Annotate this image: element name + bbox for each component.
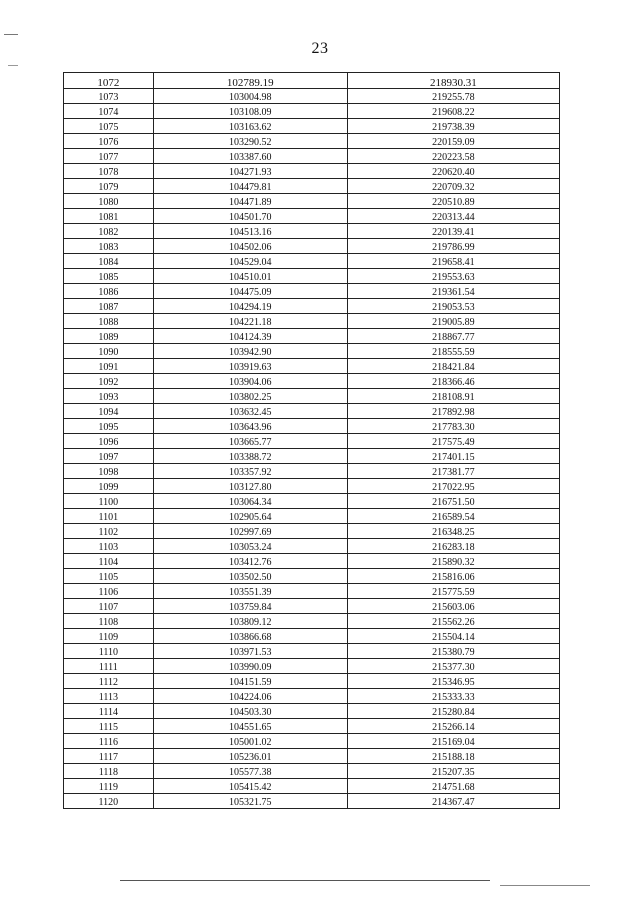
point-number-cell: 1093 xyxy=(64,389,154,404)
y-coordinate-cell: 220139.41 xyxy=(347,224,559,239)
x-coordinate-cell: 104551.65 xyxy=(153,719,347,734)
x-coordinate-cell: 103904.06 xyxy=(153,374,347,389)
y-coordinate-cell: 220159.09 xyxy=(347,134,559,149)
x-coordinate-cell: 105415.42 xyxy=(153,779,347,794)
point-number-cell: 1095 xyxy=(64,419,154,434)
x-coordinate-cell: 103127.80 xyxy=(153,479,347,494)
point-number-cell: 1103 xyxy=(64,539,154,554)
point-number-cell: 1108 xyxy=(64,614,154,629)
x-coordinate-cell: 103387.60 xyxy=(153,149,347,164)
table-row xyxy=(64,629,560,644)
point-number-cell: 1085 xyxy=(64,269,154,284)
point-number-cell: 1096 xyxy=(64,434,154,449)
table-row xyxy=(64,269,560,284)
x-coordinate-cell: 104271.93 xyxy=(153,164,347,179)
y-coordinate-cell: 216751.50 xyxy=(347,494,559,509)
point-number-cell: 1077 xyxy=(64,149,154,164)
y-coordinate-cell: 215280.84 xyxy=(347,704,559,719)
x-coordinate-cell: 104501.70 xyxy=(153,209,347,224)
point-number-cell: 1104 xyxy=(64,554,154,569)
x-coordinate-cell: 104513.16 xyxy=(153,224,347,239)
table-row xyxy=(64,554,560,569)
x-coordinate-cell: 103802.25 xyxy=(153,389,347,404)
y-coordinate-cell: 218421.84 xyxy=(347,359,559,374)
x-coordinate-cell: 103004.98 xyxy=(153,89,347,104)
x-coordinate-cell: 103643.96 xyxy=(153,419,347,434)
x-coordinate-cell: 103053.24 xyxy=(153,539,347,554)
table-row xyxy=(64,674,560,689)
table-row xyxy=(64,344,560,359)
table-row xyxy=(64,734,560,749)
y-coordinate-cell: 220620.40 xyxy=(347,164,559,179)
point-number-cell: 1112 xyxy=(64,674,154,689)
y-coordinate-cell: 219361.54 xyxy=(347,284,559,299)
table-row xyxy=(64,329,560,344)
table-row xyxy=(64,134,560,149)
y-coordinate-cell: 217783.30 xyxy=(347,419,559,434)
y-coordinate-cell: 215266.14 xyxy=(347,719,559,734)
y-coordinate-cell: 215207.35 xyxy=(347,764,559,779)
table-row xyxy=(64,449,560,464)
y-coordinate-cell: 215377.30 xyxy=(347,659,559,674)
point-number-cell: 1120 xyxy=(64,794,154,809)
x-coordinate-cell: 103108.09 xyxy=(153,104,347,119)
point-number-cell: 1083 xyxy=(64,239,154,254)
table-row xyxy=(64,164,560,179)
y-coordinate-cell: 219738.39 xyxy=(347,119,559,134)
y-coordinate-cell: 214367.47 xyxy=(347,794,559,809)
table-row xyxy=(64,689,560,704)
y-coordinate-cell: 216348.25 xyxy=(347,524,559,539)
table-row xyxy=(64,509,560,524)
y-coordinate-cell: 219608.22 xyxy=(347,104,559,119)
table-row xyxy=(64,479,560,494)
x-coordinate-cell: 105001.02 xyxy=(153,734,347,749)
x-coordinate-cell: 103290.52 xyxy=(153,134,347,149)
y-coordinate-cell: 217575.49 xyxy=(347,434,559,449)
y-coordinate-cell: 219053.53 xyxy=(347,299,559,314)
y-coordinate-cell: 215603.06 xyxy=(347,599,559,614)
x-coordinate-cell: 102997.69 xyxy=(153,524,347,539)
x-coordinate-cell: 104502.06 xyxy=(153,239,347,254)
table-row xyxy=(64,569,560,584)
y-coordinate-cell: 215775.59 xyxy=(347,584,559,599)
y-coordinate-cell: 217022.95 xyxy=(347,479,559,494)
table-row xyxy=(64,404,560,419)
y-coordinate-cell: 218366.46 xyxy=(347,374,559,389)
x-coordinate-cell: 103665.77 xyxy=(153,434,347,449)
x-coordinate-cell: 104503.30 xyxy=(153,704,347,719)
x-coordinate-cell: 105236.01 xyxy=(153,749,347,764)
point-number-cell: 1111 xyxy=(64,659,154,674)
y-coordinate-cell: 219553.63 xyxy=(347,269,559,284)
table-row xyxy=(64,104,560,119)
y-coordinate-cell: 215816.06 xyxy=(347,569,559,584)
y-coordinate-cell: 215169.04 xyxy=(347,734,559,749)
y-coordinate-cell: 215504.14 xyxy=(347,629,559,644)
x-coordinate-cell: 103809.12 xyxy=(153,614,347,629)
y-coordinate-cell: 215890.32 xyxy=(347,554,559,569)
point-number-cell: 1080 xyxy=(64,194,154,209)
y-coordinate-cell: 215333.33 xyxy=(347,689,559,704)
x-coordinate-cell: 103388.72 xyxy=(153,449,347,464)
table-row xyxy=(64,584,560,599)
y-coordinate-cell: 215562.26 xyxy=(347,614,559,629)
table-row xyxy=(64,764,560,779)
point-number-cell: 1098 xyxy=(64,464,154,479)
point-number-cell: 1079 xyxy=(64,179,154,194)
table-row xyxy=(64,284,560,299)
y-coordinate-cell: 219786.99 xyxy=(347,239,559,254)
point-number-cell: 1088 xyxy=(64,314,154,329)
x-coordinate-cell: 103502.50 xyxy=(153,569,347,584)
table-row xyxy=(64,209,560,224)
x-coordinate-cell: 103971.53 xyxy=(153,644,347,659)
coordinates-table xyxy=(63,72,560,809)
point-number-cell: 1089 xyxy=(64,329,154,344)
y-coordinate-cell: 215188.18 xyxy=(347,749,559,764)
table-body xyxy=(64,73,560,809)
y-coordinate-cell: 215380.79 xyxy=(347,644,559,659)
point-number-cell: 1115 xyxy=(64,719,154,734)
x-coordinate-cell: 104224.06 xyxy=(153,689,347,704)
table-row xyxy=(64,779,560,794)
point-number-cell: 1109 xyxy=(64,629,154,644)
page-number: 23 xyxy=(311,40,329,57)
point-number-cell: 1094 xyxy=(64,404,154,419)
table-row xyxy=(64,494,560,509)
table-row xyxy=(64,299,560,314)
point-number-cell: 1117 xyxy=(64,749,154,764)
point-number-cell: 1118 xyxy=(64,764,154,779)
table-row xyxy=(64,179,560,194)
point-number-cell: 1072 xyxy=(64,73,154,89)
y-coordinate-cell: 220709.32 xyxy=(347,179,559,194)
table-row xyxy=(64,89,560,104)
table-row xyxy=(64,539,560,554)
point-number-cell: 1075 xyxy=(64,119,154,134)
table-row xyxy=(64,119,560,134)
point-number-cell: 1105 xyxy=(64,569,154,584)
table-row xyxy=(64,524,560,539)
x-coordinate-cell: 104479.81 xyxy=(153,179,347,194)
x-coordinate-cell: 103866.68 xyxy=(153,629,347,644)
point-number-cell: 1102 xyxy=(64,524,154,539)
x-coordinate-cell: 105577.38 xyxy=(153,764,347,779)
table-row xyxy=(64,599,560,614)
point-number-cell: 1097 xyxy=(64,449,154,464)
point-number-cell: 1090 xyxy=(64,344,154,359)
point-number-cell: 1082 xyxy=(64,224,154,239)
x-coordinate-cell: 103551.39 xyxy=(153,584,347,599)
point-number-cell: 1106 xyxy=(64,584,154,599)
table-row xyxy=(64,644,560,659)
x-coordinate-cell: 103632.45 xyxy=(153,404,347,419)
table-row xyxy=(64,389,560,404)
x-coordinate-cell: 104294.19 xyxy=(153,299,347,314)
point-number-cell: 1113 xyxy=(64,689,154,704)
y-coordinate-cell: 219005.89 xyxy=(347,314,559,329)
scan-mark xyxy=(500,885,590,886)
y-coordinate-cell: 217401.15 xyxy=(347,449,559,464)
table-row xyxy=(64,374,560,389)
point-number-cell: 1092 xyxy=(64,374,154,389)
point-number-cell: 1107 xyxy=(64,599,154,614)
y-coordinate-cell: 214751.68 xyxy=(347,779,559,794)
point-number-cell: 1091 xyxy=(64,359,154,374)
table-row xyxy=(64,149,560,164)
x-coordinate-cell: 104471.89 xyxy=(153,194,347,209)
point-number-cell: 1074 xyxy=(64,104,154,119)
point-number-cell: 1078 xyxy=(64,164,154,179)
table-row xyxy=(64,239,560,254)
table-row xyxy=(64,794,560,809)
x-coordinate-cell: 103919.63 xyxy=(153,359,347,374)
scan-mark xyxy=(4,34,18,35)
table-row xyxy=(64,434,560,449)
table-row xyxy=(64,659,560,674)
table-row xyxy=(64,359,560,374)
x-coordinate-cell: 103357.92 xyxy=(153,464,347,479)
y-coordinate-cell: 217892.98 xyxy=(347,404,559,419)
point-number-cell: 1110 xyxy=(64,644,154,659)
table-row xyxy=(64,254,560,269)
table-row xyxy=(64,704,560,719)
table-row xyxy=(64,194,560,209)
y-coordinate-cell: 218867.77 xyxy=(347,329,559,344)
y-coordinate-cell: 220510.89 xyxy=(347,194,559,209)
point-number-cell: 1076 xyxy=(64,134,154,149)
x-coordinate-cell: 104151.59 xyxy=(153,674,347,689)
y-coordinate-cell: 220313.44 xyxy=(347,209,559,224)
table-row xyxy=(64,749,560,764)
x-coordinate-cell: 103064.34 xyxy=(153,494,347,509)
x-coordinate-cell: 103163.62 xyxy=(153,119,347,134)
point-number-cell: 1081 xyxy=(64,209,154,224)
x-coordinate-cell: 102789.19 xyxy=(153,73,347,89)
table-row xyxy=(64,614,560,629)
table-row xyxy=(64,73,560,89)
point-number-cell: 1073 xyxy=(64,89,154,104)
y-coordinate-cell: 215346.95 xyxy=(347,674,559,689)
point-number-cell: 1084 xyxy=(64,254,154,269)
x-coordinate-cell: 103942.90 xyxy=(153,344,347,359)
table-row xyxy=(64,224,560,239)
point-number-cell: 1087 xyxy=(64,299,154,314)
point-number-cell: 1101 xyxy=(64,509,154,524)
point-number-cell: 1114 xyxy=(64,704,154,719)
y-coordinate-cell: 216283.18 xyxy=(347,539,559,554)
scan-mark xyxy=(120,880,490,881)
x-coordinate-cell: 104475.09 xyxy=(153,284,347,299)
y-coordinate-cell: 220223.58 xyxy=(347,149,559,164)
table-row xyxy=(64,419,560,434)
y-coordinate-cell: 218555.59 xyxy=(347,344,559,359)
point-number-cell: 1116 xyxy=(64,734,154,749)
x-coordinate-cell: 104510.01 xyxy=(153,269,347,284)
scan-mark xyxy=(8,65,18,66)
table-row xyxy=(64,719,560,734)
x-coordinate-cell: 103412.76 xyxy=(153,554,347,569)
y-coordinate-cell: 217381.77 xyxy=(347,464,559,479)
y-coordinate-cell: 216589.54 xyxy=(347,509,559,524)
x-coordinate-cell: 103990.09 xyxy=(153,659,347,674)
table-row xyxy=(64,314,560,329)
point-number-cell: 1086 xyxy=(64,284,154,299)
table-row xyxy=(64,464,560,479)
x-coordinate-cell: 103759.84 xyxy=(153,599,347,614)
x-coordinate-cell: 102905.64 xyxy=(153,509,347,524)
y-coordinate-cell: 219255.78 xyxy=(347,89,559,104)
y-coordinate-cell: 218108.91 xyxy=(347,389,559,404)
y-coordinate-cell: 219658.41 xyxy=(347,254,559,269)
point-number-cell: 1100 xyxy=(64,494,154,509)
x-coordinate-cell: 104124.39 xyxy=(153,329,347,344)
point-number-cell: 1099 xyxy=(64,479,154,494)
point-number-cell: 1119 xyxy=(64,779,154,794)
x-coordinate-cell: 104529.04 xyxy=(153,254,347,269)
y-coordinate-cell: 218930.31 xyxy=(347,73,559,89)
x-coordinate-cell: 105321.75 xyxy=(153,794,347,809)
x-coordinate-cell: 104221.18 xyxy=(153,314,347,329)
